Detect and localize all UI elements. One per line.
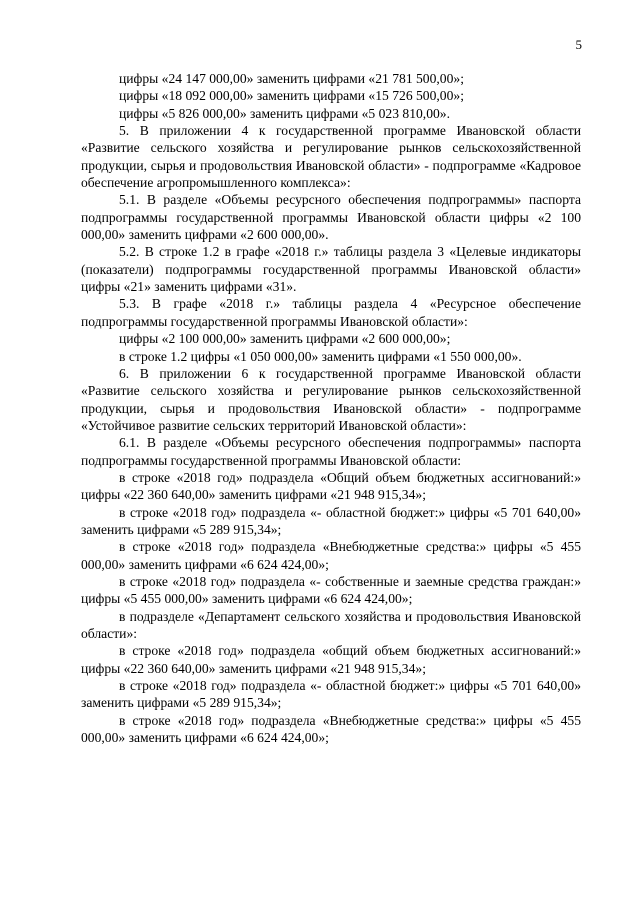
paragraph: в строке «2018 год» подраздела «общий объем бюджетных ассигнований:» цифры «22 360 640,00» заменить цифрами «21 948 915,34»;	[81, 643, 581, 676]
paragraph: в строке «2018 год» подраздела «- областной бюджет:» цифры «5 701 640,00» заменить цифрами «5 289 915,34»;	[81, 504, 581, 537]
paragraph: 6. В приложении 6 к государственной программе Ивановской области «Развитие сельского хозяйства и регулирование рынков сельскохозяйственной продукции, сырья и продовольствия Ивановской области» - подпрограмме «Устойчивое развитие сельских территорий Ивановской области»:	[81, 365, 581, 433]
paragraph: в строке «2018 год» подраздела «- областной бюджет:» цифры «5 701 640,00» заменить цифрами «5 289 915,34»;	[81, 678, 581, 711]
paragraph: цифры «5 826 000,00» заменить цифрами «5 023 810,00».	[119, 105, 450, 121]
paragraph: в строке «2018 год» подраздела «- собственные и заемные средства граждан:» цифры «5 455 000,00» заменить цифрами «6 624 424,00»;	[81, 573, 581, 607]
paragraph: 6.1. В разделе «Объемы ресурсного обеспечения подпрограммы» паспорта подпрограммы государственной программы Ивановской области:	[81, 435, 581, 468]
paragraph: цифры «18 092 000,00» заменить цифрами «15 726 500,00»;	[119, 88, 464, 104]
document-body	[81, 70, 581, 746]
paragraph: 5.2. В строке 1.2 в графе «2018 г.» таблицы раздела 3 «Целевые индикаторы (показатели) подпрограммы государственной программы Ивановской области» цифры «21» заменить цифрами «31».	[81, 244, 581, 295]
paragraph: в строке «2018 год» подраздела «Общий объем бюджетных ассигнований:» цифры «22 360 640,00» заменить цифрами «21 948 915,34»;	[81, 469, 581, 503]
paragraph: 5.3. В графе «2018 г.» таблицы раздела 4 «Ресурсное обеспечение подпрограммы государственной программы Ивановской области»:	[81, 296, 581, 329]
paragraph: цифры «24 147 000,00» заменить цифрами «21 781 500,00»;	[119, 71, 464, 86]
paragraph: 5.1. В разделе «Объемы ресурсного обеспечения подпрограммы» паспорта подпрограммы государственной программы Ивановской области цифры «2 100 000,00» заменить цифрами «2 600 000,00».	[81, 192, 581, 243]
paragraph: 5. В приложении 4 к государственной программе Ивановской области «Развитие сельского хозяйства и регулирование рынков сельскохозяйственной продукции, сырья и продовольствия Ивановской области» - подпрограмме «Кадровое обеспечение агропромышленного комплекса»:	[81, 123, 581, 191]
page-number: 5	[575, 37, 582, 52]
paragraph: в строке 1.2 цифры «1 050 000,00» заменить цифрами «1 550 000,00».	[119, 348, 522, 364]
paragraph: в строке «2018 год» подраздела «Внебюджетные средства:» цифры «5 455 000,00» заменить цифрами «6 624 424,00»;	[81, 539, 581, 572]
paragraph: в строке «2018 год» подраздела «Внебюджетные средства:» цифры «5 455 000,00» заменить цифрами «6 624 424,00»;	[81, 712, 581, 746]
paragraph: цифры «2 100 000,00» заменить цифрами «2 600 000,00»;	[119, 331, 451, 347]
paragraph: в подразделе «Департамент сельского хозяйства и продовольствия Ивановской области»:	[81, 608, 581, 641]
